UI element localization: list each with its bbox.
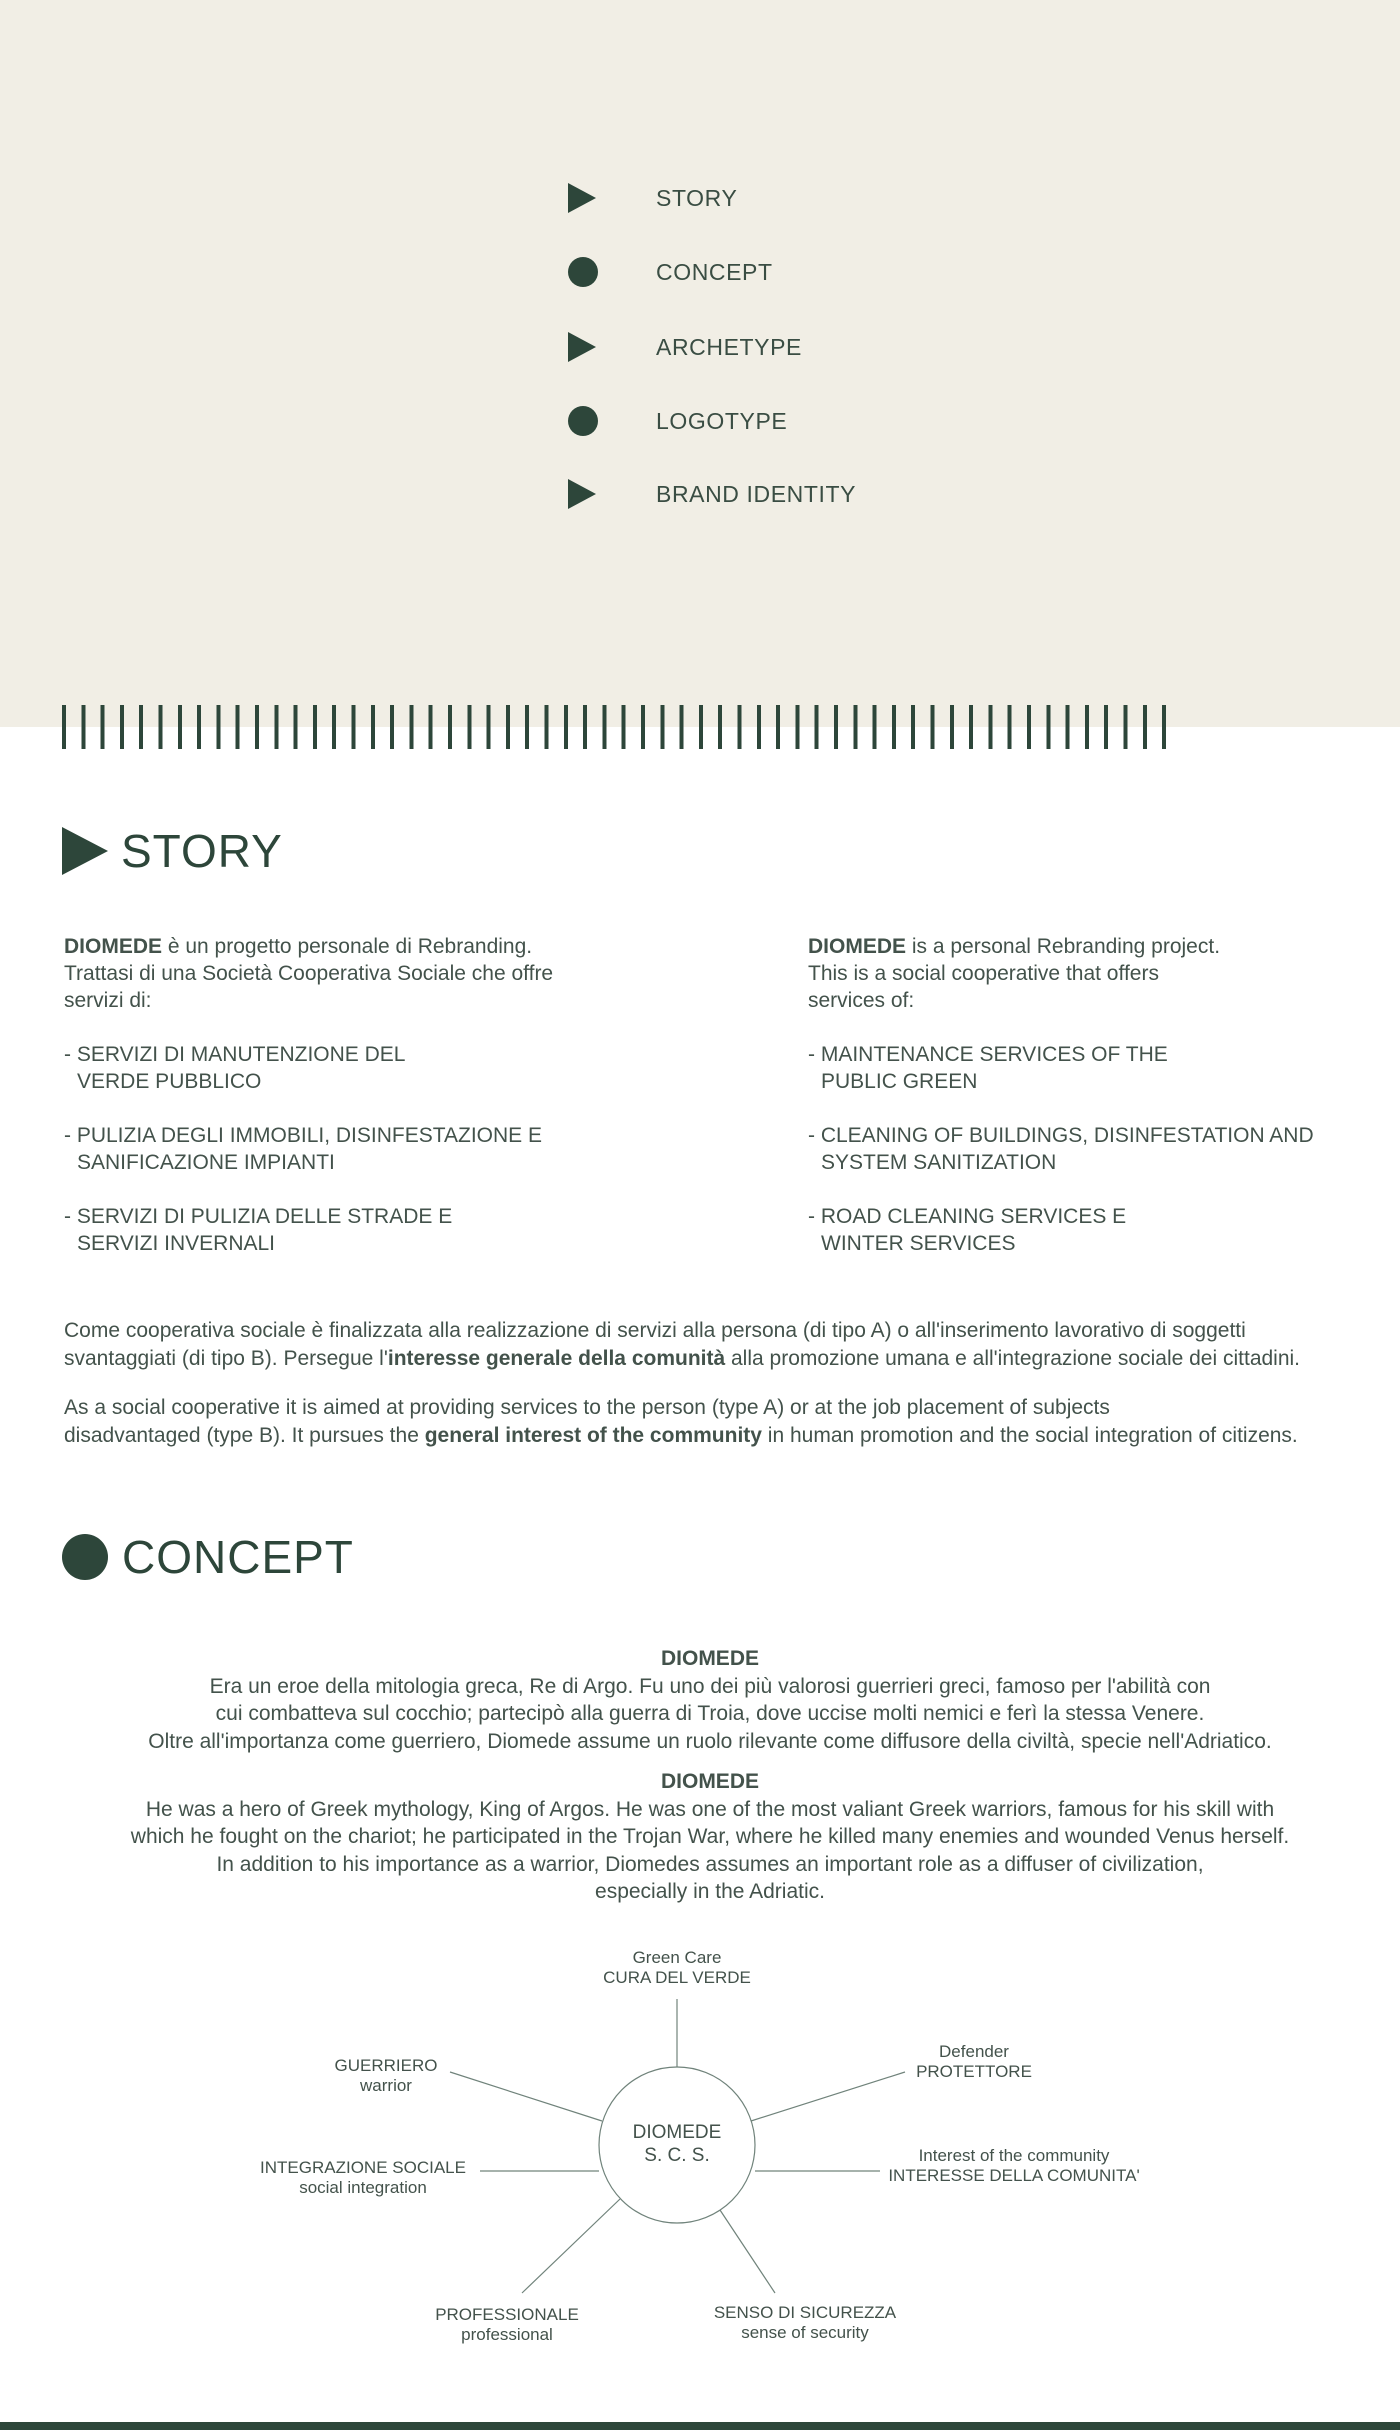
index-item-brand-identity[interactable]	[568, 477, 856, 511]
service-item: - SERVIZI DI MANUTENZIONE DEL VERDE PUBBLICO	[64, 1043, 406, 1093]
triangle-bullet-icon	[568, 183, 596, 213]
index-item-label: LOGOTYPE	[656, 407, 788, 434]
connector-line-bottom-left	[522, 2199, 620, 2293]
mission-paragraph-italian: Come cooperativa sociale è finalizzata alla realizzazione di servizi alla persona (di tipo A) o all'inserimento lavorativo di soggetti svantaggiati (di tipo B). Persegue l'interesse generale della comunità alla promozione umana e all'integrazione sociale dei cittadini.	[64, 1319, 1301, 1370]
brand-name: DIOMEDE	[808, 935, 907, 958]
index-item-concept[interactable]	[568, 255, 773, 289]
index-item-label: ARCHETYPE	[656, 333, 802, 360]
service-item: - CLEANING OF BUILDINGS, DISINFESTATION AND SYSTEM SANITIZATION	[808, 1124, 1314, 1174]
index-item-label: CONCEPT	[656, 258, 773, 285]
concept-mindmap-diagram	[0, 1930, 1400, 2360]
concept-title: DIOMEDE	[660, 1647, 759, 1670]
concept-text-italian: DIOMEDE Era un eroe della mitologia greca, Re di Argo. Fu uno dei più valorosi guerrieri greci, famoso per l'abilità con cui combatteva sul cocchio; partecipò alla guerra di Troia, dove uccise molti nemici e ferì la stessa Venere. Oltre all'importanza come guerriero, Diomede assume un ruolo rilevante come diffusore della civiltà, specie nell'Adriatico.	[10, 1645, 1400, 1755]
diagram-node-warrior: GUERRIERO warrior	[334, 2056, 438, 2095]
section-title: STORY	[121, 825, 283, 877]
intro-paragraph: DIOMEDE is a personal Rebranding project. This is a social cooperative that offers services of:	[808, 935, 1221, 1012]
connector-line-top-left	[450, 2072, 602, 2121]
diagram-node-social-integration: INTEGRAZIONE SOCIALE social integration	[260, 2158, 466, 2197]
index-item-archetype[interactable]	[568, 330, 802, 364]
mission-paragraph-english: As a social cooperative it is aimed at providing services to the person (type A) or at the job placement of subjects disadvantaged (type B). It pursues the general interest of the community in human promotion and the social integration of citizens.	[64, 1396, 1298, 1447]
story-section-heading	[62, 824, 283, 878]
service-item: - ROAD CLEANING SERVICES E WINTER SERVICES	[808, 1205, 1127, 1255]
concept-section-heading	[62, 1530, 354, 1584]
triangle-bullet-icon	[568, 332, 596, 362]
concept-title: DIOMEDE	[660, 1770, 759, 1793]
diagram-node-green-care: Green Care CURA DEL VERDE	[603, 1948, 751, 1987]
circle-bullet-icon	[568, 406, 598, 436]
intro-paragraph: DIOMEDE è un progetto personale di Rebranding. Trattasi di una Società Cooperativa Sociale che offre servizi di:	[64, 935, 554, 1012]
index-item-story[interactable]	[568, 181, 737, 215]
triangle-bullet-icon	[568, 479, 596, 509]
index-panel	[0, 0, 1400, 727]
circle-bullet-icon	[568, 257, 598, 287]
story-column-english	[808, 933, 1398, 1257]
footer-accent-bar	[0, 2422, 1400, 2430]
circle-bullet-icon	[62, 1534, 108, 1580]
triangle-bullet-icon	[62, 827, 108, 875]
section-title: CONCEPT	[122, 1531, 354, 1583]
diagram-node-defender: Defender PROTETTORE	[916, 2042, 1032, 2081]
diagram-node-community-interest: Interest of the community INTERESSE DELLA COMUNITA'	[888, 2146, 1140, 2185]
story-column-italian	[64, 933, 744, 1257]
index-item-label: STORY	[656, 184, 738, 211]
brand-name: DIOMEDE	[64, 935, 163, 958]
diagram-center-label: DIOMEDE S. C. S.	[632, 2122, 722, 2166]
ruler-ticks-divider	[62, 705, 1172, 749]
service-item: - SERVIZI DI PULIZIA DELLE STRADE E SERVIZI INVERNALI	[64, 1205, 453, 1255]
service-item: - MAINTENANCE SERVICES OF THE PUBLIC GREEN	[808, 1043, 1168, 1093]
diagram-node-professional: PROFESSIONALE professional	[435, 2305, 579, 2344]
index-item-logotype[interactable]	[568, 404, 787, 438]
diagram-node-sense-of-security: SENSO DI SICUREZZA sense of security	[713, 2303, 897, 2342]
connector-line-bottom-right	[720, 2210, 775, 2293]
service-item: - PULIZIA DEGLI IMMOBILI, DISINFESTAZIONE E SANIFICAZIONE IMPIANTI	[64, 1124, 543, 1174]
concept-text-english: DIOMEDE He was a hero of Greek mythology, King of Argos. He was one of the most valiant Greek warriors, famous for his skill with which he fought on the chariot; he participated in the Trojan War, where he killed many enemies and wounded Venus herself. In addition to his importance as a warrior, Diomedes assumes an important role as a diffuser of civilization, especially in the Adriatic.	[10, 1768, 1400, 1906]
index-item-label: BRAND IDENTITY	[656, 480, 857, 507]
connector-line-top-right	[751, 2072, 905, 2121]
